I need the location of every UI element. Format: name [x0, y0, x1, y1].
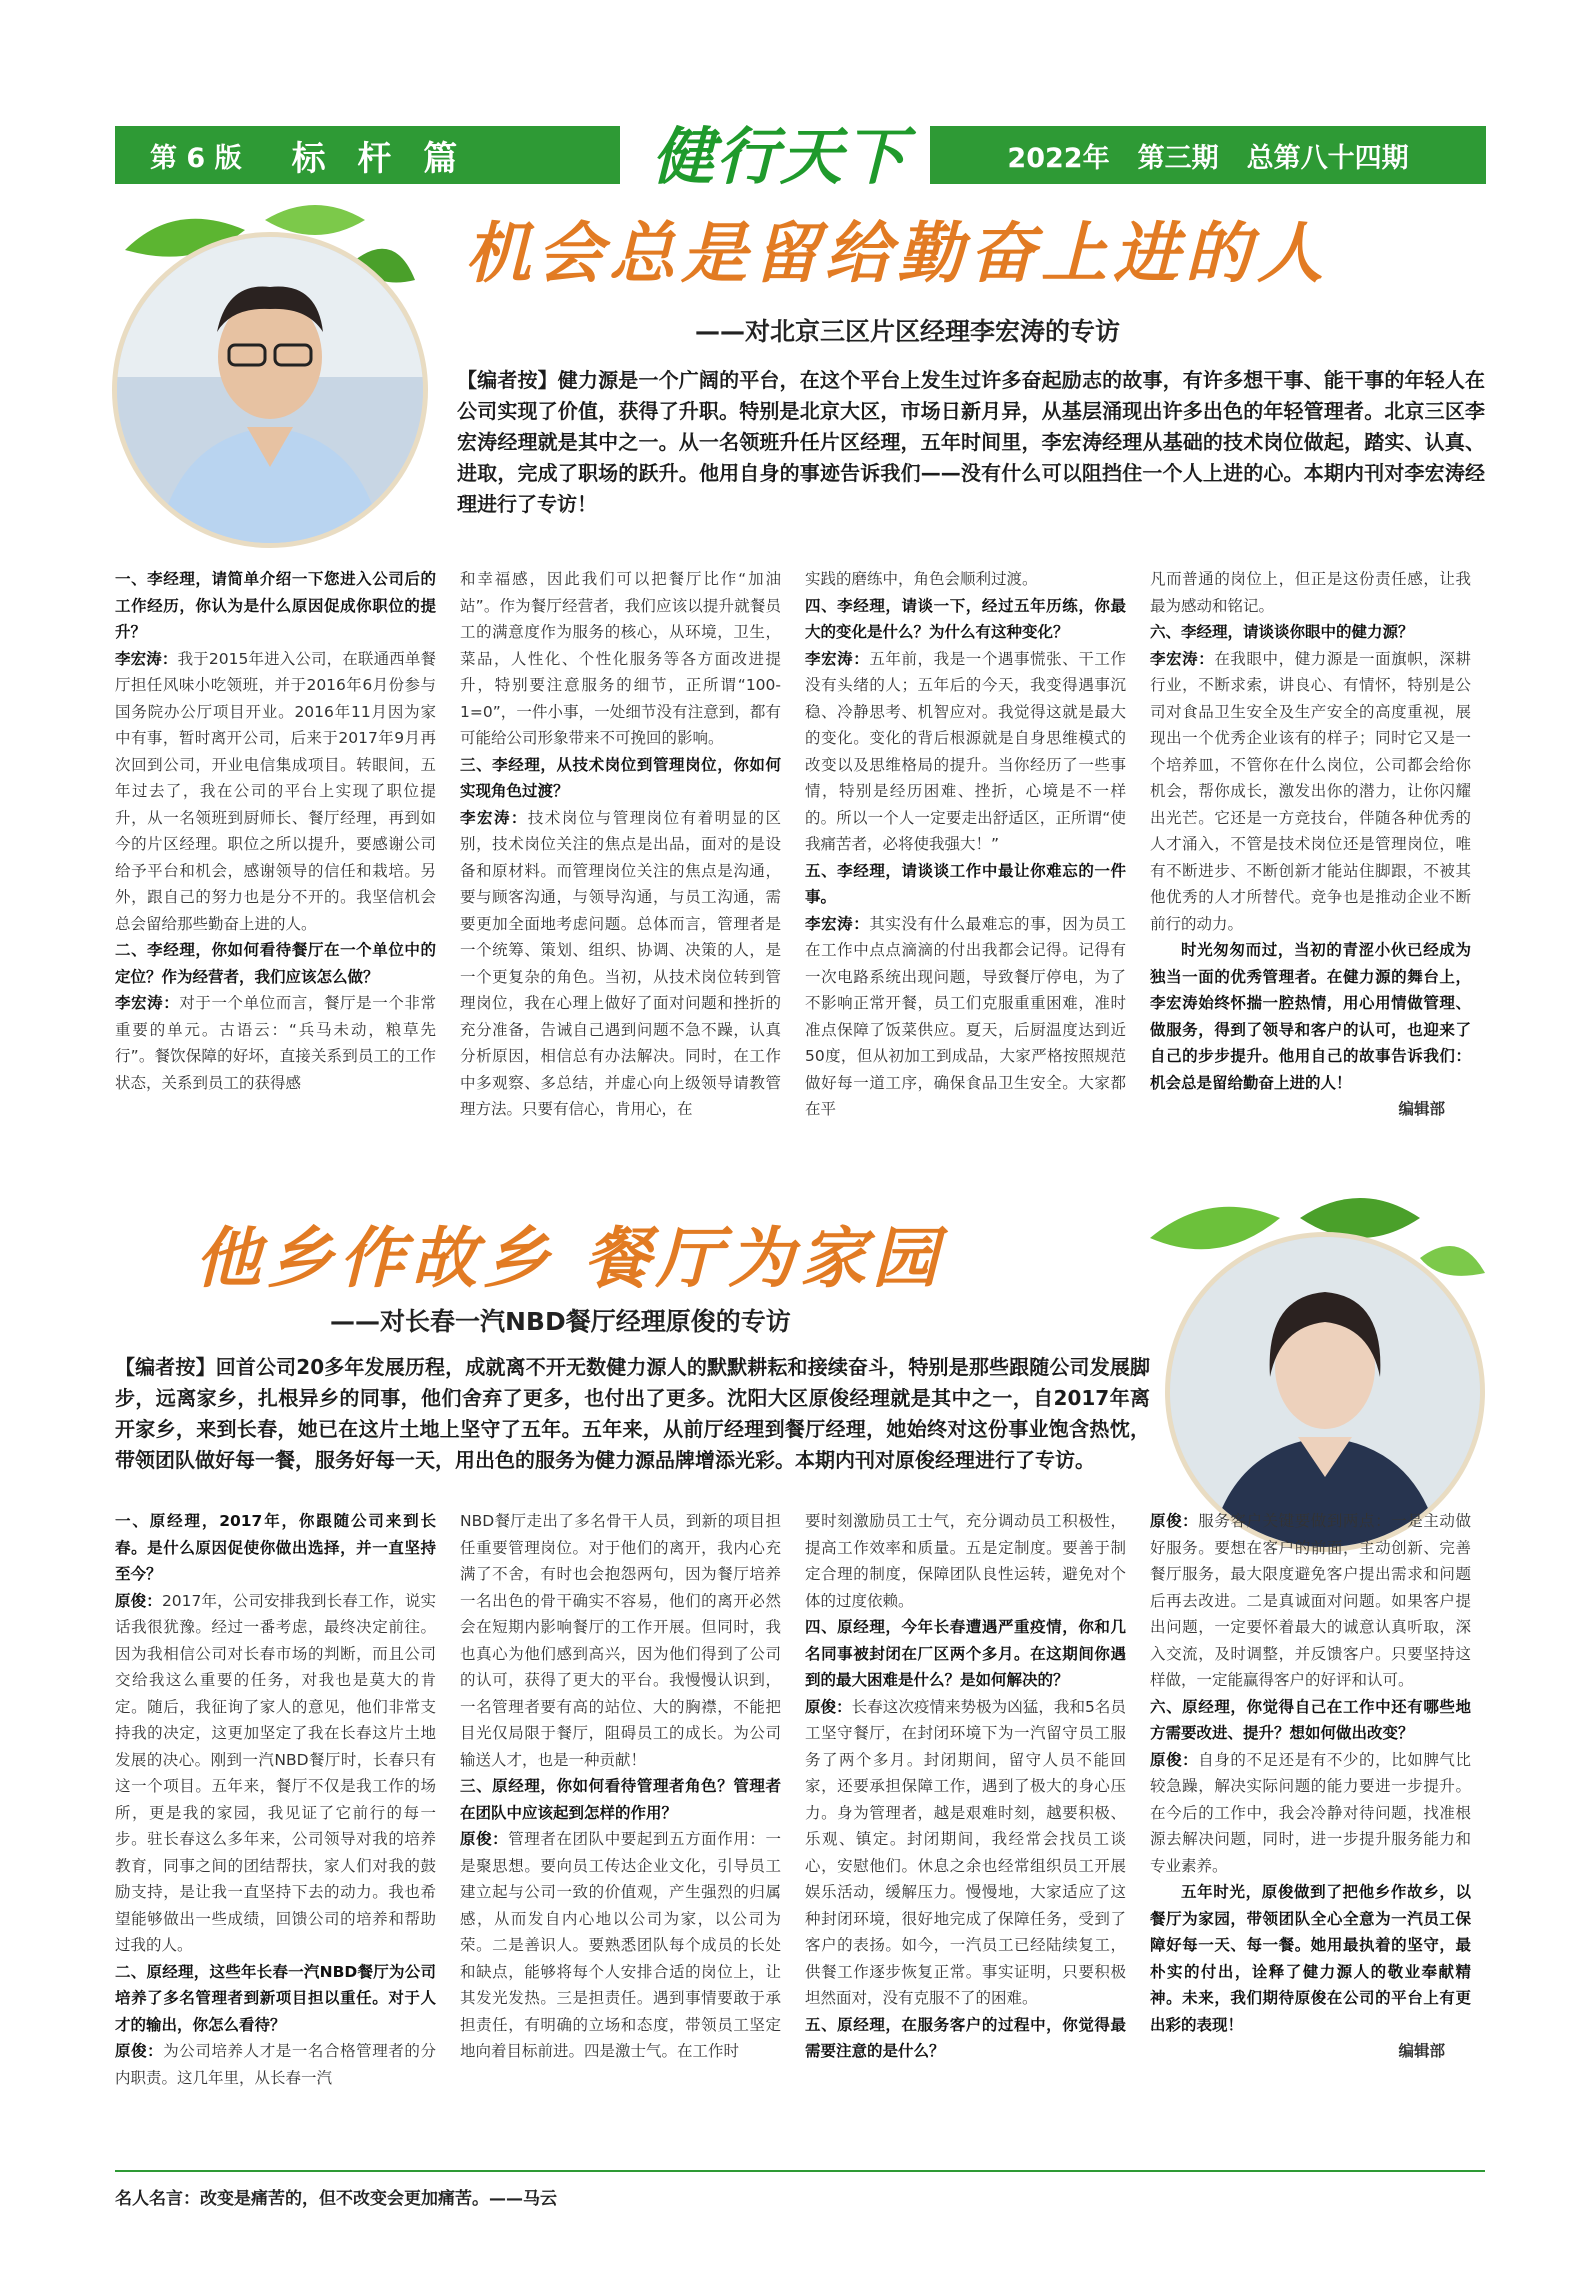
- answer-text: 自身的不足还是有不少的，比如脾气比较急躁，解决实际问题的能力要进一步提升。在今后的工作中，我会冷静对待问题，找准根源去解决问题，同时，进一步提升服务能力和专业素养。: [1150, 1750, 1471, 1875]
- article2-title: 他乡作故乡 餐厅为家园: [195, 1219, 944, 1297]
- article2-column-3: [805, 1508, 1126, 2158]
- interview-question: 二、李经理，你如何看待餐厅在一个单位中的定位？作为经营者，我们应该怎么做？: [115, 941, 436, 986]
- article2-column-2: [460, 1508, 781, 2158]
- answer-text: 服务客户关键要做到两点：一是主动做好服务。要想在客户的前面，主动创新、完善餐厅服务，最大限度避免客户提出需求和问题后再去改进。二是真诚面对问题。如果客户提出问题，一定要怀着最大的诚意认真听取，深入交流，及时调整，并反馈客户。只要坚持这样做，一定能赢得客户的好评和认可。: [1150, 1512, 1471, 1689]
- speaker-name: 原俊：: [115, 1591, 162, 1610]
- answer-text: 我于2015年进入公司，在联通西单餐厅担任风味小吃领班，并于2016年6月份参与国务院办公厅项目开业。2016年11月因为家中有事，暂时离开公司，后来于2017年9月再次回到公司，开业电信集成项目。转眼间，五年过去了，我在公司的平台上实现了职位提升，从一名领班到厨师长、餐厅经理，再到如今的片区经理。职位之所以提升，要感谢公司给予平台和机会，感谢领导的信任和栽培。另外，跟自己的努力也是分不开的。我坚信机会总会留给那些勤奋上进的人。: [115, 649, 436, 933]
- issue-year: 2022年: [1007, 142, 1110, 174]
- interview-answer: [1150, 1508, 1471, 1694]
- interview-answer: [460, 1826, 781, 2065]
- answer-text: 在我眼中，健力源是一面旗帜，深耕行业，不断求索，讲良心、有情怀，特别是公司对食品卫生安全及生产安全的高度重视，展现出一个优秀企业该有的样子；同时它又是一个培养皿，不管你在什么岗位，公司都会给你机会，帮你成长，激发出你的潜力，让你闪耀出光芒。它还是一方竞技台，伴随各种优秀的人才涌入，不管是技术岗位还是管理岗位，唯有不断进步、不断创新才能站住脚跟，不被其他优秀的人才所替代。竞争也是推动企业不断前行的动力。: [1150, 649, 1471, 933]
- article1-subtitle: ——对北京三区片区经理李宏涛的专访: [695, 317, 1121, 346]
- interview-question: 二、原经理，这些年长春一汽NBD餐厅为公司培养了多名管理者到新项目担以重任。对于人才的输出，你怎么看待？: [115, 1962, 436, 2034]
- speaker-name: 原俊：: [1150, 1750, 1199, 1769]
- header-left-bar: [115, 126, 620, 184]
- answer-continued: 实践的磨练中，角色会顺利过渡。: [805, 570, 1038, 588]
- portrait-li-hongtao: [112, 232, 428, 548]
- speaker-name: 李宏涛：: [805, 649, 870, 668]
- interview-answer: [460, 805, 781, 1123]
- section-label: 标 杆 篇: [291, 138, 468, 179]
- interview-answer: [115, 646, 436, 938]
- answer-text: 五年前，我是一个遇事慌张、干工作没有头绪的人；五年后的今天，我变得遇事沉稳、冷静思考、机智应对。我觉得这就是最大的变化。变化的背后根源就是自身思维模式的改变以及思维格局的提升。当你经历了一些事情，特别是经历困难、挫折，心境是不一样的。所以一个人一定要走出舒适区，正所谓“使我痛苦者，必将使我强大！”: [805, 649, 1126, 853]
- edition-label: 第 6 版: [150, 142, 242, 174]
- speaker-name: 原俊：: [460, 1830, 509, 1848]
- interview-answer: [1150, 646, 1471, 938]
- answer-text: 其实没有什么最难忘的事，因为员工在工作中点点滴滴的付出我都会记得。记得有一次电路系统出现问题，导致餐厅停电，为了不影响正常开餐，员工们克服重重困难，准时准点保障了饭菜供应。夏天，后厨温度达到近50度，但从初加工到成品，大家严格按照规范做好每一道工序，确保食品卫生安全。大家都在平: [805, 914, 1126, 1118]
- speaker-name: 李宏涛：: [805, 914, 870, 933]
- interview-answer: [805, 646, 1126, 858]
- answer-text: 管理者在团队中要起到五方面作用：一是聚思想。要向员工传达企业文化，引导员工建立起与公司一致的价值观，产生强烈的归属感，从而发自内心地以公司为家，以公司为荣。二是善识人。要熟悉团队每个成员的长处和缺点，能够将每个人安排合适的岗位上，让其发光发热。三是担责任。遇到事情要敢于承担责任，有明确的立场和态度，带领员工坚定地向着目标前进。四是激士气。在工作时: [460, 1830, 781, 2060]
- issue-total: 总第八十四期: [1246, 142, 1409, 174]
- answer-text: 长春这次疫情来势极为凶猛，我和5名员工坚守餐厅，在封闭环境下为一汽留守员工服务了两个多月。封闭期间，留守人员不能回家，还要承担保障工作，遇到了极大的身心压力。身为管理者，越是艰难时刻，越要积极、乐观、镇定。封闭期间，我经常会找员工谈心，安慰他们。休息之余也经常组织员工开展娱乐活动，缓解压力。慢慢地，大家适应了这种封闭环境，很好地完成了保障任务，受到了客户的表扬。如今，一汽员工已经陆续复工，供餐工作逐步恢复正常。事实证明，只要积极坦然面对，没有克服不了的困难。: [805, 1697, 1126, 2007]
- header-right-bar: [930, 126, 1486, 184]
- interview-question: 六、李经理，请谈谈你眼中的健力源？: [1150, 623, 1414, 641]
- interview-question: 一、李经理，请简单介绍一下您进入公司后的工作经历，你认为是什么原因促成你职位的提升？: [115, 570, 436, 641]
- interview-answer: [805, 1694, 1126, 2012]
- speaker-name: 原俊：: [115, 2042, 164, 2060]
- interview-question: 三、李经理，从技术岗位到管理岗位，你如何实现角色过渡？: [460, 755, 781, 800]
- article1-column-3: [805, 566, 1126, 1166]
- issue-number: 第三期: [1137, 142, 1219, 174]
- article2-columns: [115, 1508, 1471, 2158]
- article2-column-4: [1150, 1508, 1471, 2158]
- footer-quote-text: 改变是痛苦的，但不改变会更加痛苦。——马云: [200, 2189, 557, 2209]
- speaker-name: 原俊：: [805, 1697, 852, 1716]
- speaker-name: 李宏涛：: [115, 649, 178, 668]
- article1-column-1: [115, 566, 436, 1166]
- interview-answer: [115, 1588, 436, 1959]
- answer-continued: 凡而普通的岗位上，但正是这份责任感，让我最为感动和铭记。: [1150, 570, 1471, 615]
- interview-question: 四、李经理，请谈一下，经过五年历练，你最大的变化是什么？为什么有这种变化？: [805, 596, 1126, 641]
- article2-subtitle: ——对长春一汽NBD餐厅经理原俊的专访: [330, 1307, 791, 1336]
- article2-intro: 【编者按】回首公司20多年发展历程，成就离不开无数健力源人的默默耕耘和接续奋斗，特别是那些跟随公司发展脚步，远离家乡，扎根异乡的同事，他们舍弃了更多，也付出了更多。沈阳大区原俊经理就是其中之一，自2017年离开家乡，来到长春，她已在这片土地上坚守了五年。五年来，从前厅经理到餐厅经理，她始终对这份事业饱含热忱，带领团队做好每一餐，服务好每一天，用出色的服务为健力源品牌增添光彩。本期内刊对原俊经理进行了专访。: [115, 1355, 1150, 1472]
- closing-paragraph: 时光匆匆而过，当初的青涩小伙已经成为独当一面的优秀管理者。在健力源的舞台上，李宏涛始终怀揣一腔热情，用心用情做管理、做服务，得到了领导和客户的认可，也迎来了自己的步步提升。他用自己的故事告诉我们：机会总是留给勤奋上进的人！: [1150, 941, 1471, 1092]
- article1-title: 机会总是留给勤奋上进的人: [465, 214, 1329, 292]
- answer-text: 为公司培养人才是一名合格管理者的分内职责。这几年里，从长春一汽: [115, 2042, 436, 2087]
- answer-continued: 和幸福感，因此我们可以把餐厅比作“加油站”。作为餐厅经营者，我们应该以提升就餐员工的满意度作为服务的核心，从环境，卫生，菜品，人性化、个性化服务等各方面改进提升，特别要注意服务的细节，正所谓“100-1=0”，一件小事，一处细节没有注意到，都有可能给公司形象带来不可挽回的影响。: [460, 570, 781, 747]
- interview-question: 五、李经理，请谈谈工作中最让你难忘的一件事。: [805, 861, 1126, 906]
- interview-answer: [115, 990, 436, 1096]
- masthead-logo: 健行天下: [651, 120, 908, 193]
- speaker-name: 李宏涛：: [115, 994, 180, 1012]
- footer-quote: [115, 2170, 1485, 2209]
- interview-question: 六、原经理，你觉得自己在工作中还有哪些地方需要改进、提升？想如何做出改变？: [1150, 1697, 1471, 1742]
- interview-question: 一、原经理，2017年，你跟随公司来到长春。是什么原因促使你做出选择，并一直坚持至今？: [115, 1512, 436, 1583]
- article1-column-4: [1150, 566, 1471, 1166]
- article1-intro: 【编者按】健力源是一个广阔的平台，在这个平台上发生过许多奋起励志的故事，有许多想干事、能干事的年轻人在公司实现了价值，获得了升职。特别是北京大区，市场日新月异，从基层涌现出许多出色的年轻管理者。北京三区李宏涛经理就是其中之一。从一名领班升任片区经理，五年时间里，李宏涛经理从基础的技术岗位做起，踏实、认真、进取，完成了职场的跃升。他用自身的事迹告诉我们——没有什么可以阻挡住一个人上进的心。本期内刊对李宏涛经理进行了专访！: [457, 368, 1485, 516]
- person-portrait-icon: [1170, 1237, 1480, 1547]
- footer-quote-label: 名人名言：: [115, 2189, 200, 2209]
- interview-question: 四、原经理，今年长春遭遇严重疫情，你和几名同事被封闭在厂区两个多月。在这期间你遇到的最大困难是什么？是如何解决的？: [805, 1618, 1126, 1689]
- answer-continued: 要时刻激励员工士气，充分调动员工积极性，提高工作效率和质量。五是定制度。要善于制定合理的制度，保障团队良性运转，避免对个体的过度依赖。: [805, 1512, 1126, 1610]
- closing-paragraph: 五年时光，原俊做到了把他乡作故乡，以餐厅为家园，带领团队全心全意为一汽员工保障好每一天、每一餐。她用最执着的坚守，最朴实的付出，诠释了健力源人的敬业奉献精神。未来，我们期待原俊在公司的平台上有更出彩的表现！: [1150, 1883, 1471, 2034]
- answer-text: 技术岗位与管理岗位有着明显的区别，技术岗位关注的焦点是出品，面对的是设备和原材料。而管理岗位关注的焦点是沟通，要与顾客沟通，与领导沟通，与员工沟通，需要更加全面地考虑问题。总体而言，管理者是一个统筹、策划、组织、协调、决策的人，是一个更复杂的角色。当初，从技术岗位转到管理岗位，我在心理上做好了面对问题和挫折的充分准备，告诫自己遇到问题不急不躁，认真分析原因，相信总有办法解决。同时，在工作中多观察、多总结，并虚心向上级领导请教管理方法。只要有信心，肯用心，在: [460, 808, 781, 1118]
- interview-question: 五、原经理，在服务客户的过程中，你觉得最需要注意的是什么？: [805, 2015, 1126, 2060]
- answer-text: 2017年，公司安排我到长春工作，说实话我很犹豫。经过一番考虑，最终决定前往。因为我相信公司对长春市场的判断，而且公司交给我这么重要的任务，对我也是莫大的肯定。随后，我征询了家人的意见，他们非常支持我的决定，这更加坚定了我在长春这片土地发展的决心。刚到一汽NBD餐厅时，长春只有这一个项目。五年来，餐厅不仅是我工作的场所，更是我的家园，我见证了它前行的每一步。驻长春这么多年来，公司领导对我的培养教育，同事之间的团结帮扶，家人们对我的鼓励支持，是让我一直坚持下去的动力。我也希望能够做出一些成绩，回馈公司的培养和帮助过我的人。: [115, 1591, 436, 1954]
- article1-column-2: [460, 566, 781, 1166]
- interview-question: 三、原经理，你如何看待管理者角色？管理者在团队中应该起到怎样的作用？: [460, 1777, 781, 1822]
- portrait-yuan-jun: [1165, 1232, 1485, 1552]
- speaker-name: 李宏涛：: [460, 808, 528, 827]
- person-portrait-icon: [117, 237, 423, 543]
- speaker-name: 李宏涛：: [1150, 649, 1215, 668]
- editor-signature: 编辑部: [1398, 1100, 1445, 1118]
- interview-answer: [1150, 1747, 1471, 1880]
- editor-signature: 编辑部: [1398, 2042, 1445, 2060]
- interview-answer: [805, 911, 1126, 1123]
- answer-continued: NBD餐厅走出了多名骨干人员，到新的项目担任重要管理岗位。对于他们的离开，我内心充满了不舍，有时也会抱怨两句，因为餐厅培养一名出色的骨干确实不容易，他们的离开必然会在短期内影响餐厅的工作开展。但同时，我也真心为他们感到高兴，因为他们得到了公司的认可，获得了更大的平台。我慢慢认识到，一名管理者要有高的站位、大的胸襟，不能把目光仅局限于餐厅，阻碍员工的成长。为公司输送人才，也是一种贡献！: [460, 1512, 781, 1769]
- interview-answer: [115, 2038, 436, 2091]
- answer-text: 对于一个单位而言，餐厅是一个非常重要的单元。古语云：“兵马未动，粮草先行”。餐饮保障的好坏，直接关系到员工的工作状态，关系到员工的获得感: [115, 994, 436, 1092]
- article1-columns: [115, 566, 1471, 1166]
- speaker-name: 原俊：: [1150, 1512, 1199, 1530]
- article2-column-1: [115, 1508, 436, 2158]
